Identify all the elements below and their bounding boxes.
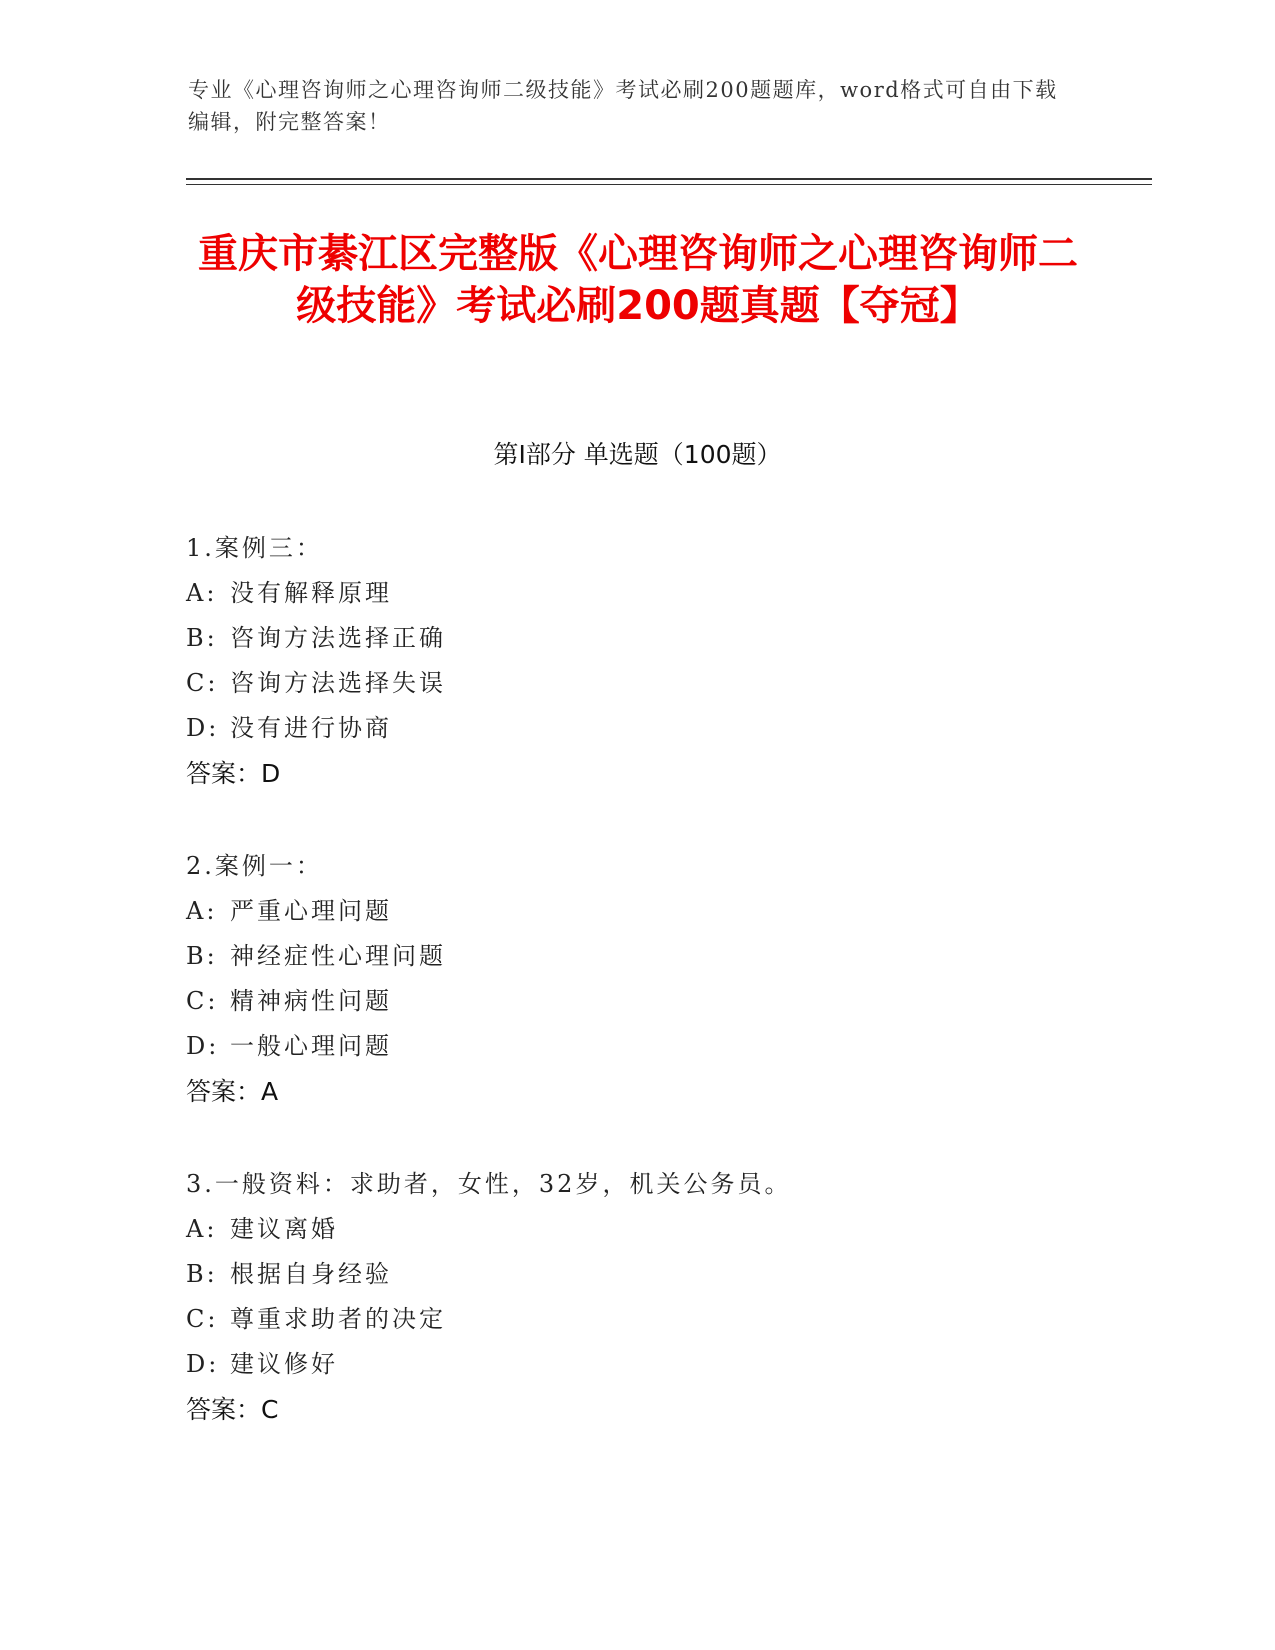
option-key: D: xyxy=(186,1032,220,1060)
option-text: 建议修好 xyxy=(230,1350,338,1378)
option-text: 没有解释原理 xyxy=(230,579,392,607)
header-rule-thick xyxy=(186,178,1152,180)
option-a xyxy=(186,889,1146,934)
option-c xyxy=(186,979,1146,1024)
option-key: C: xyxy=(186,1305,219,1333)
option-d xyxy=(186,1024,1146,1069)
answer-line xyxy=(186,1387,1146,1432)
option-a xyxy=(186,1207,1146,1252)
answer-label: 答案： xyxy=(186,1077,262,1106)
question-3 xyxy=(186,1162,1146,1432)
answer-label: 答案： xyxy=(186,759,262,788)
option-key: C: xyxy=(186,987,219,1015)
option-b xyxy=(186,1252,1146,1297)
question-text: 一般资料：求助者，女性，32岁，机关公务员。 xyxy=(214,1170,792,1198)
option-d xyxy=(186,1342,1146,1387)
option-text: 尊重求助者的决定 xyxy=(230,1305,446,1333)
question-1 xyxy=(186,526,1146,796)
option-key: D: xyxy=(186,1350,220,1378)
option-text: 咨询方法选择失误 xyxy=(230,669,446,697)
header-rule-thin xyxy=(186,184,1152,185)
option-key: A: xyxy=(186,579,218,607)
question-number: 2. xyxy=(186,852,215,880)
answer-value: C xyxy=(261,1395,279,1424)
answer-value: A xyxy=(261,1077,279,1106)
answer-value: D xyxy=(261,759,281,788)
answer-label: 答案： xyxy=(186,1395,262,1424)
question-text: 案例一： xyxy=(214,852,323,880)
option-a xyxy=(186,571,1146,616)
option-d xyxy=(186,706,1146,751)
option-c xyxy=(186,1297,1146,1342)
option-key: B: xyxy=(186,1260,218,1288)
question-stem xyxy=(186,526,1146,571)
option-key: A: xyxy=(186,897,218,925)
option-b xyxy=(186,934,1146,979)
option-key: B: xyxy=(186,624,218,652)
document-title: 重庆市綦江区完整版《心理咨询师之心理咨询师二级技能》考试必刷200题真题【夺冠】 xyxy=(198,231,1078,329)
option-key: A: xyxy=(186,1215,218,1243)
question-2 xyxy=(186,844,1146,1114)
option-c xyxy=(186,661,1146,706)
option-key: B: xyxy=(186,942,218,970)
option-b xyxy=(186,616,1146,661)
option-key: D: xyxy=(186,714,220,742)
option-text: 建议离婚 xyxy=(230,1215,338,1243)
option-text: 严重心理问题 xyxy=(230,897,392,925)
question-list xyxy=(186,526,1146,1480)
question-stem xyxy=(186,844,1146,889)
question-text: 案例三： xyxy=(214,534,323,562)
question-number: 1. xyxy=(186,534,215,562)
section-title: 第I部分 单选题（100题） xyxy=(493,440,782,469)
answer-line xyxy=(186,751,1146,796)
option-key: C: xyxy=(186,669,219,697)
answer-line xyxy=(186,1069,1146,1114)
option-text: 精神病性问题 xyxy=(230,987,392,1015)
option-text: 根据自身经验 xyxy=(230,1260,392,1288)
option-text: 咨询方法选择正确 xyxy=(230,624,446,652)
question-stem xyxy=(186,1162,1146,1207)
option-text: 没有进行协商 xyxy=(230,714,392,742)
header-note: 专业《心理咨询师之心理咨询师二级技能》考试必刷200题题库，word格式可自由下载编辑，附完整答案！ xyxy=(188,78,1058,134)
option-text: 神经症性心理问题 xyxy=(230,942,446,970)
question-number: 3. xyxy=(186,1170,215,1198)
option-text: 一般心理问题 xyxy=(230,1032,392,1060)
